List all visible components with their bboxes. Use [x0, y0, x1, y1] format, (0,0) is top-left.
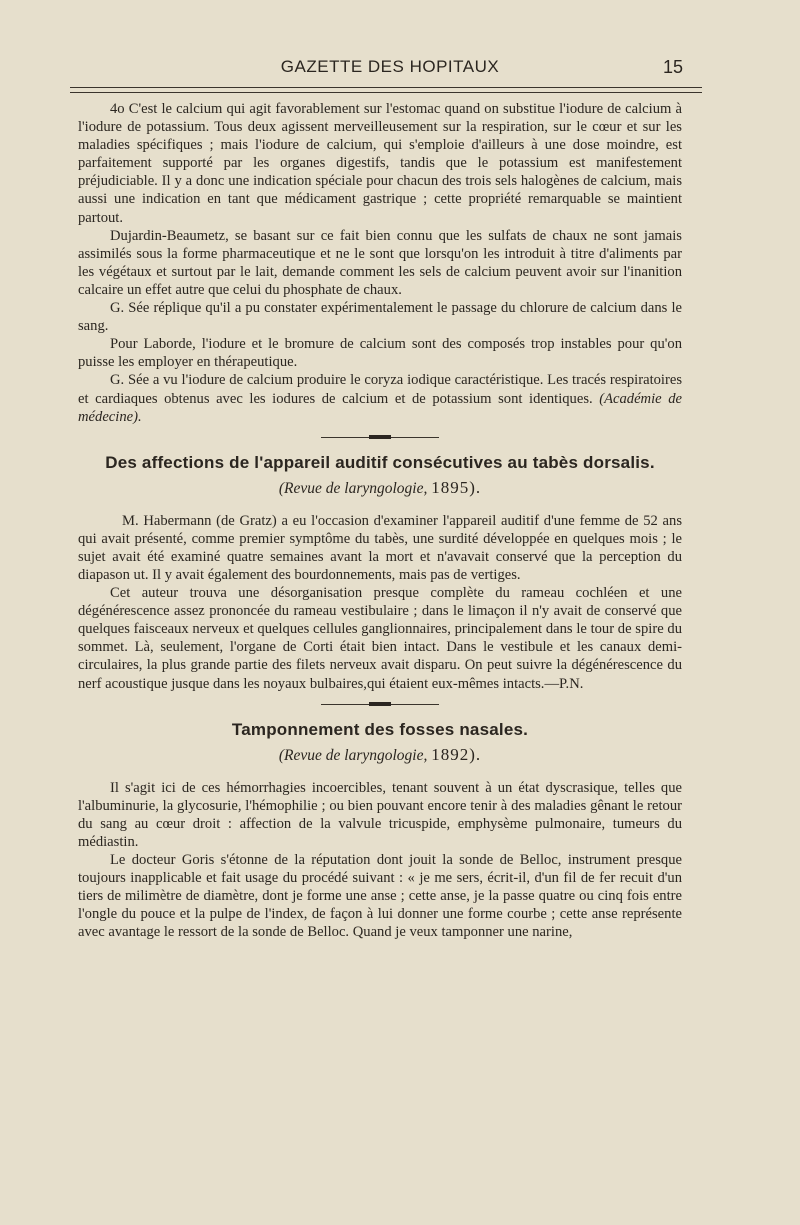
- paragraph: Il s'agit ici de ces hémorrhagies incoercibles, tenant souvent à un état dyscrasique, telles que l'albuminurie, la glycosurie, l'hémophilie ; ou bien pouvant encore tenir à des maladies gênant le retour du sang au cœur droit : affection de la valvule tricuspide, emphysème pulmonaire, tumeurs du médiastin.: [78, 779, 682, 850]
- page-header: [75, 55, 705, 85]
- paragraph: Pour Laborde, l'iodure et le bromure de calcium sont des composés trop instables pour qu'on puisse les employer en thérapeutique.: [78, 336, 682, 371]
- paragraph-text: G. Sée a vu l'iodure de calcium produire le coryza iodique caractéristique. Les tracés respiratoires et cardiaques obtenus avec les iodures de calcium et de potassium sont identiques.: [78, 372, 682, 407]
- article-source: [78, 744, 682, 767]
- source-year: 1892).: [431, 744, 482, 764]
- source-year: 1895).: [431, 477, 482, 497]
- paragraph: Cet auteur trouva une désorganisation presque complète du rameau cochléen et une dégénérescence assez prononcée du rameau vestibulaire ; dans le limaçon il n'y avait de conservé que quelques faisceaux nerveux et quelques cellules ganglionnaires, principalement dans le tour de spire du sommet. Là, seulement, l'organe de Corti était bien intact. Dans le vestibule et les canaux demi-circulaires, la plus grande partie des filets nerveux avait disparu. On peut suivre la dégénérescence du nerf acoustique jusque dans les noyaux bulbaires,qui étaient eux-mêmes intacts.—P.N.: [78, 585, 682, 692]
- paragraph: 4o C'est le calcium qui agit favorablement sur l'estomac quand on substitue l'iodure de calcium à l'iodure de potassium. Tous deux agissent merveilleusement sur la respiration, sur le cœur et sur les maladies spécifiques ; mais l'iodure de calcium, qui s'emploie d'ailleurs à une dose moindre, est parfaitement supporté par les organes digestifs, tandis que le potassium est manifestement préjudiciable. Il y a donc une indication spéciale pour chacun des trois sels halogènes de calcium, mais aussi une indication en tant que médicament gastrique ; cette propriété remarquable se maintient partout.: [78, 101, 682, 226]
- section-separator: [321, 437, 439, 438]
- paragraph: G. Sée réplique qu'il a pu constater expérimentalement le passage du chlorure de calcium dans le sang.: [78, 300, 682, 335]
- article-heading: Tamponnement des fosses nasales.: [231, 719, 529, 739]
- header-rule: [70, 87, 702, 93]
- article-body: [78, 100, 682, 941]
- journal-title: GAZETTE DES HOPITAUX: [280, 57, 500, 76]
- source-journal: (Revue de laryngologie,: [278, 746, 428, 764]
- paragraph: [78, 371, 682, 425]
- citation: (Académie de médecine).: [78, 390, 682, 425]
- paragraph: Le docteur Goris s'étonne de la réputation dont jouit la sonde de Belloc, instrument presque toujours inapplicable et fait usage du procédé suivant : « je me sers, écrit-il, d'un fil de fer recuit d'un tiers de milimètre de diamètre, dont je forme une anse ; cette anse, je la passe quatre ou cinq fois entre l'ongle du pouce et la pulpe de l'index, de façon à lui donner une forme courbe ; cette anse représente avec avantage le ressort de la sonde de Belloc. Quand je veux tamponner une narine,: [78, 852, 682, 941]
- article-source: [78, 477, 682, 500]
- article-heading: Des affections de l'appareil auditif consécutives au tabès dorsalis.: [105, 452, 655, 472]
- paragraph: Dujardin-Beaumetz, se basant sur ce fait bien connu que les sulfats de chaux ne sont jamais assimilés sous la forme pharmaceutique et ne le sont que lorsqu'on les introduit à titre d'aliments par les végétaux et surtout par le lait, demande comment les sels de calcium peuvent avoir sur l'inanition calcaire un effet autre que celui du phosphate de chaux.: [78, 227, 682, 298]
- source-journal: (Revue de laryngologie,: [278, 479, 428, 497]
- paragraph: M. Habermann (de Gratz) a eu l'occasion d'examiner l'appareil auditif d'une femme de 52 ans qui avait présenté, comme premier symptôme du tabès, une surdité développée en quelques mois ; le sujet avait été examiné quatre semaines avant la mort et n'avavait conservé que la perception du diapason ut. Il y avait également des bourdonnements, mais pas de vertiges.: [78, 512, 682, 583]
- section-separator: [321, 704, 439, 705]
- page-number: 15: [662, 57, 683, 77]
